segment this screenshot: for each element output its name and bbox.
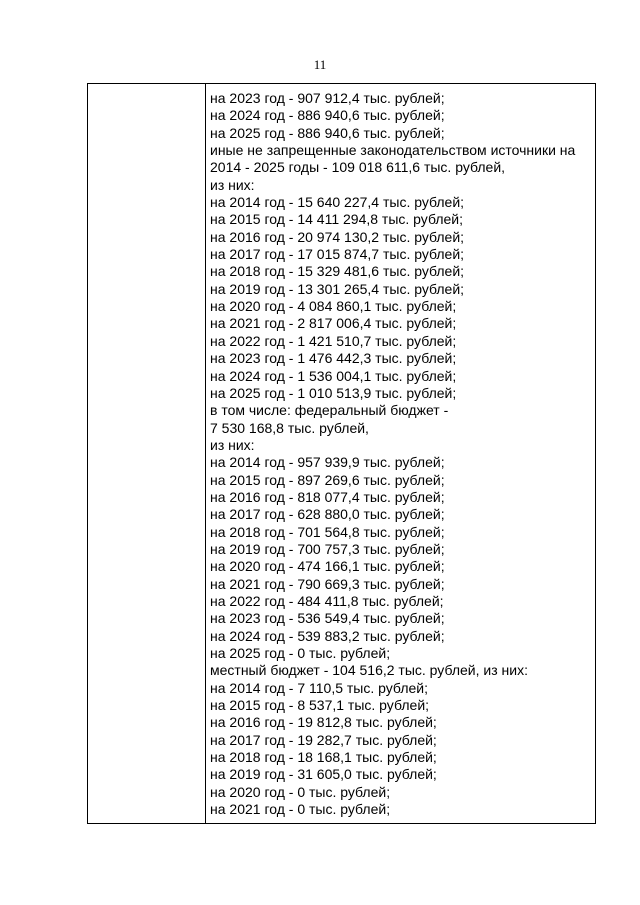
table-text-line: на 2015 год - 8 537,1 тыс. рублей; xyxy=(210,697,430,714)
table-text-line: 2014 - 2025 годы - 109 018 611,6 тыс. рублей, xyxy=(210,159,506,176)
table-text-line: на 2019 год - 700 757,3 тыс. рублей; xyxy=(210,540,445,557)
table-text-line: на 2025 год - 1 010 513,9 тыс. рублей; xyxy=(210,384,457,401)
table-text-line: на 2016 год - 20 974 130,2 тыс. рублей; xyxy=(210,228,465,245)
table-text-line: на 2024 год - 1 536 004,1 тыс. рублей; xyxy=(210,367,457,384)
table-text-line: на 2020 год - 474 166,1 тыс. рублей; xyxy=(210,558,445,575)
table-text-line: из них: xyxy=(210,176,255,193)
table-text-line: из них: xyxy=(210,436,255,453)
table-text-line: на 2020 год - 0 тыс. рублей; xyxy=(210,783,391,800)
table-text-line: на 2023 год - 1 476 442,3 тыс. рублей; xyxy=(210,350,457,367)
table-text-line: на 2018 год - 701 564,8 тыс. рублей; xyxy=(210,523,445,540)
table-text-line: на 2016 год - 818 077,4 тыс. рублей; xyxy=(210,488,445,505)
table-text-line: на 2024 год - 539 883,2 тыс. рублей; xyxy=(210,627,445,644)
funding-table xyxy=(87,83,596,824)
table-text-line: на 2019 год - 13 301 265,4 тыс. рублей; xyxy=(210,280,465,297)
table-text-line: на 2023 год - 536 549,4 тыс. рублей; xyxy=(210,610,445,627)
page-number: 11 xyxy=(313,57,327,72)
table-text-line: на 2021 год - 0 тыс. рублей; xyxy=(210,801,391,818)
table-text-line: в том числе: федеральный бюджет - xyxy=(210,402,449,419)
table-text-line: 7 530 168,8 тыс. рублей, xyxy=(210,419,369,436)
table-text-line: на 2025 год - 0 тыс. рублей; xyxy=(210,645,391,661)
table-text-line: на 2022 год - 484 411,8 тыс. рублей; xyxy=(210,592,444,609)
table-text-line: на 2021 год - 790 669,3 тыс. рублей; xyxy=(210,575,445,592)
table-text-line: местный бюджет - 104 516,2 тыс. рублей, из них: xyxy=(210,662,528,679)
table-text-line: на 2022 год - 1 421 510,7 тыс. рублей; xyxy=(210,332,457,349)
table-text-line: на 2023 год - 907 912,4 тыс. рублей; xyxy=(210,90,445,106)
table-text-line: на 2018 год - 15 329 481,6 тыс. рублей; xyxy=(210,263,465,280)
table-text-line: на 2021 год - 2 817 006,4 тыс. рублей; xyxy=(210,315,457,332)
table-text-line: на 2017 год - 17 015 874,7 тыс. рублей; xyxy=(210,246,465,263)
table-text-line: на 2019 год - 31 605,0 тыс. рублей; xyxy=(210,766,437,783)
table-text-line: на 2014 год - 15 640 227,4 тыс. рублей; xyxy=(210,194,465,211)
table-cell-right xyxy=(206,84,595,823)
table-text-line: на 2015 год - 14 411 294,8 тыс. рублей; xyxy=(210,211,464,228)
table-cell-left xyxy=(88,84,206,823)
table-text-line: на 2014 год - 7 110,5 тыс. рублей; xyxy=(210,679,428,696)
table-text-line: на 2017 год - 19 282,7 тыс. рублей; xyxy=(210,731,437,748)
table-text-line: на 2024 год - 886 940,6 тыс. рублей; xyxy=(210,107,445,124)
table-text-line: иные не запрещенные законодательством источники на xyxy=(210,142,576,159)
table-text-line: на 2025 год - 886 940,6 тыс. рублей; xyxy=(210,124,445,141)
table-text-line: на 2015 год - 897 269,6 тыс. рублей; xyxy=(210,471,445,488)
table-text-line: на 2017 год - 628 880,0 тыс. рублей; xyxy=(210,506,445,523)
table-text-line: на 2020 год - 4 084 860,1 тыс. рублей; xyxy=(210,298,457,315)
table-text-line: на 2016 год - 19 812,8 тыс. рублей; xyxy=(210,714,437,731)
table-text-line: на 2014 год - 957 939,9 тыс. рублей; xyxy=(210,454,445,471)
table-text-line: на 2018 год - 18 168,1 тыс. рублей; xyxy=(210,749,437,766)
